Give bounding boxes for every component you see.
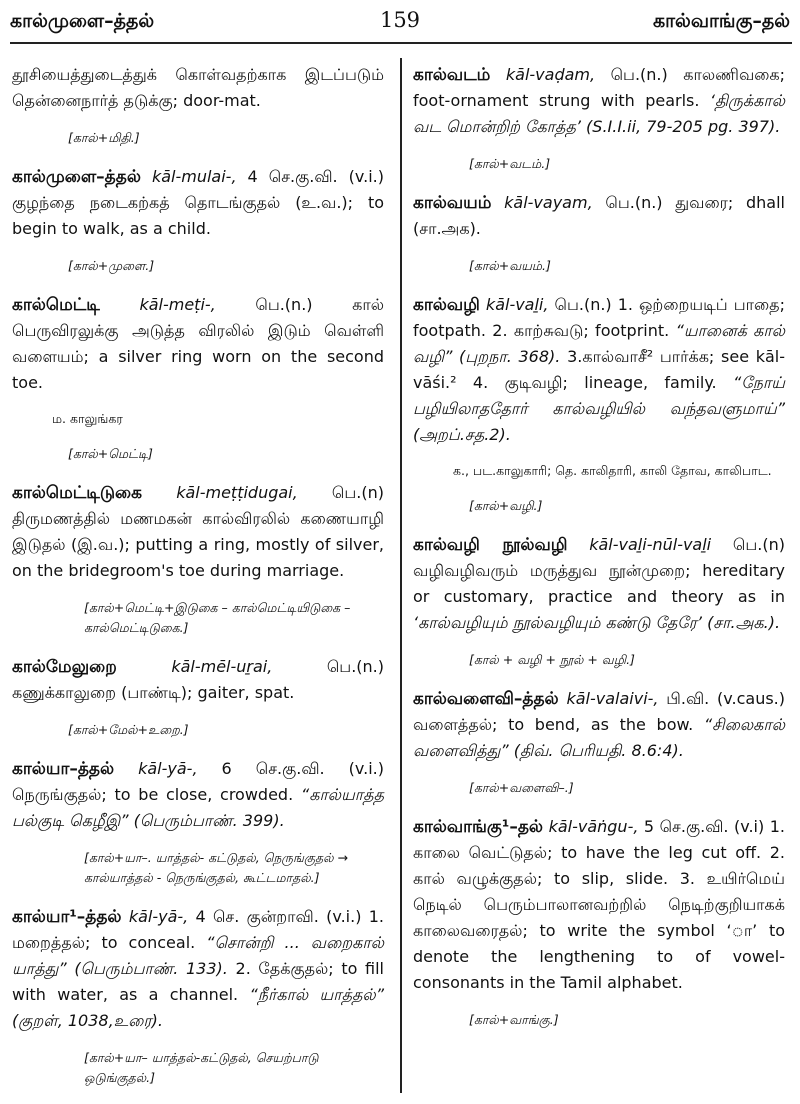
- entry-definition: வளைத்தல்; to bend, as the bow.: [413, 715, 694, 734]
- entry-definition: கணுக்காலுறை (பாண்டி); gaiter, spat.: [12, 683, 295, 702]
- header-left-guide-word: கால்முளை–த்தல்: [10, 10, 155, 32]
- etymology: [கால்+வயம்.]: [469, 258, 551, 273]
- quotation: “கால்யாத்த பல்குடி கெழீஇ” (பெரும்பாண். 399).: [12, 785, 385, 830]
- etymology: [கால்+மெட்டி]: [68, 446, 153, 461]
- right-column: [413, 62, 785, 1046]
- transliteration: kāl-meṭṭidugai,: [176, 483, 298, 502]
- headword: கால்மெட்டிடுகை: [12, 483, 142, 503]
- transliteration: kāl-mulai-,: [151, 167, 237, 186]
- etymology: [கால்+முளை.]: [68, 258, 155, 273]
- page-header: [0, 0, 800, 44]
- entry-kal-ya-1: [12, 904, 384, 1034]
- entry-kal-mettidugai: [12, 480, 384, 584]
- quotation: ‘கால்வழியும் நூல்வழியும் கண்டு தேரே’ (சா.அக.).: [413, 613, 781, 632]
- entry-continuation: [12, 62, 384, 114]
- etymology: [கால்+வாங்கு.]: [469, 1012, 559, 1027]
- entry-definition: குழந்தை நடைகற்கத் தொடங்குதல் (உ.வ.); to begin to walk, as a child.: [12, 193, 384, 238]
- quotation: ‘திருக்கால் வட மொன்றிற் கோத்த’ (S.I.I.ii, 79-205 pg. 397).: [413, 91, 785, 136]
- quotation: “சொன்றி ... வறைகால் யாத்து” (பெரும்பாண். 133).: [12, 933, 385, 978]
- entry-kal-vazhi-nul-vazhi: [413, 532, 785, 636]
- transliteration: kāl-vāṅgu-,: [548, 817, 639, 836]
- entry-kal-valaivi: [413, 686, 785, 764]
- headword: கால்யா–த்தல்: [12, 759, 115, 779]
- entry-definition: தூசியைத்துடைத்துக் கொள்வதற்காக இடப்படும் தென்னைநார்த் தடுக்கு; door-mat.: [12, 65, 384, 110]
- headword: கால்வழி நூல்வழி: [413, 535, 568, 555]
- headword: கால்வடம்: [413, 65, 491, 85]
- headword: கால்வளைவி–த்தல்: [413, 689, 559, 709]
- entry-kal-vazhi: [413, 292, 785, 448]
- part-of-speech: 4 செ. குன்றாவி. (v.i.): [195, 907, 362, 926]
- headword: கால்மெட்டி: [12, 295, 100, 315]
- entry-definition: 1. ஒற்றையடிப் பாதை; footpath. 2. காற்சுவடு; footprint.: [413, 295, 785, 340]
- entry-kal-mulai: [12, 164, 384, 242]
- quotation: “நீர்கால் யாத்தல்” (குறள், 1038,உரை).: [12, 985, 384, 1030]
- entry-definition: திருமணத்தில் மணமகன் கால்விரலில் கணையாழி இடுதல் (இ.வ.); putting a ring, mostly of silver, on the bridegroom's toe during marriage.: [12, 509, 384, 580]
- etymology: [கால்+மிதி.]: [68, 130, 140, 145]
- transliteration: kāl-yā-,: [138, 759, 198, 778]
- entry-kal-ya: [12, 756, 384, 834]
- part-of-speech: பெ.(n): [331, 483, 384, 502]
- part-of-speech: பி.வி. (v.caus.): [666, 689, 786, 708]
- part-of-speech: 4 செ.கு.வி. (v.i.): [247, 167, 384, 186]
- part-of-speech: பெ.(n.): [255, 295, 313, 314]
- etymology: [கால் + வழி + நூல் + வழி.]: [469, 652, 635, 667]
- transliteration: kāl-vayam,: [504, 193, 593, 212]
- transliteration: kāl-vaḻi-nūl-vaḻi: [589, 535, 712, 554]
- entry-kal-vangu: [413, 814, 785, 996]
- entry-definition: 3.கால்வாசீ² பார்க்க; see kāl-vāśi.² 4. குடிவழி; lineage, family.: [413, 347, 786, 392]
- column-divider: [400, 58, 402, 1093]
- headword: கால்வழி: [413, 295, 480, 315]
- page-number: 159: [379, 8, 421, 32]
- headword: கால்வயம்: [413, 193, 492, 213]
- quotation: “யானைக் கால் வழி” (புறநா. 368).: [413, 321, 786, 366]
- transliteration: kāl-vaḍam,: [505, 65, 596, 84]
- part-of-speech: பெ.(n.): [610, 65, 668, 84]
- part-of-speech: 5 செ.கு.வி. (v.i): [643, 817, 765, 836]
- header-rule: [10, 42, 792, 44]
- part-of-speech: 6 செ.கு.வி. (v.i.): [221, 759, 384, 778]
- part-of-speech: பெ.(n): [732, 535, 785, 554]
- transliteration: kāl-meṭi-,: [139, 295, 216, 314]
- left-column: [12, 62, 384, 1104]
- headword: கால்யா¹–த்தல்: [12, 907, 122, 927]
- etymology: [கால்+மெட்டி+இடுகை – கால்மெட்டியிடுகை – கால்மெட்டிடுகை.]: [84, 600, 351, 635]
- entry-definition: 1. மறைத்தல்; to conceal.: [12, 907, 384, 952]
- entry-definition: கால் பெருவிரலுக்கு அடுத்த விரலில் இடும் வெள்ளி வளையம்; a silver ring worn on the second toe.: [12, 295, 384, 392]
- header-right-guide-word: கால்வாங்கு–தல்: [652, 10, 790, 32]
- entry-definition: 1. காலை வெட்டுதல்; to have the leg cut off. 2. கால் வழுக்குதல்; to slip, slide. 3. உயிர்மெய் நெடில் பெரும்பாலானவற்றில் நெடிற்குறியாகக் காலைவரைதல்; to write the symbol ‘ா’ to denote the lengthening to of vowel-consonants in the Tamil alphabet.: [413, 817, 785, 992]
- transliteration: kāl-yā-,: [128, 907, 189, 926]
- entry-definition: காலணிவகை; foot-ornament strung with pearls.: [413, 65, 786, 110]
- etymology: [கால்+யா– யாத்தல்-கட்டுதல், செயற்பாடு ஒடுங்குதல்.]: [84, 1050, 319, 1085]
- entry-definition: 2. தேக்குதல்; to fill with water, as a channel.: [12, 959, 385, 1004]
- entry-kal-vayam: [413, 190, 785, 242]
- quotation: “சிலைகால் வளைவித்து” (திவ். பெரியதி. 8.6:4).: [413, 715, 786, 760]
- headword: கால்வாங்கு¹–தல்: [413, 817, 544, 837]
- etymology: [கால்+யா–. யாத்தல்- கட்டுதல், நெருங்குதல் → கால்யாத்தல் - நெருங்குதல், கூட்டமாதல்.]: [84, 850, 348, 885]
- entry-definition: வழிவழிவரும் மருத்துவ நூன்முறை; hereditary or customary, practice and theory as in: [413, 561, 785, 606]
- part-of-speech: பெ.(n.): [326, 657, 384, 676]
- part-of-speech: பெ.(n.): [605, 193, 663, 212]
- etymology: [கால்+மேல்+உறை.]: [68, 722, 189, 737]
- etymology: [கால்+வழி.]: [469, 498, 543, 513]
- entry-kal-metti: [12, 292, 384, 396]
- quotation: “நோய் பழியிலாததோர் கால்வழியில் வந்தவளுமாய்” (அறப்.சத.2).: [413, 373, 785, 444]
- entry-definition: துவரை; dhall (சா.அக).: [413, 193, 785, 238]
- etymology: [கால்+வடம்.]: [469, 156, 551, 171]
- transliteration: kāl-valaivi-,: [566, 689, 659, 708]
- entry-definition: நெருங்குதல்; to be close, crowded.: [12, 785, 294, 804]
- part-of-speech: பெ.(n.): [554, 295, 612, 314]
- transliteration: kāl-mēl-uṟai,: [171, 657, 273, 676]
- transliteration: kāl-vaḻi,: [485, 295, 549, 314]
- cognates: ம. காலுங்கர: [52, 411, 123, 426]
- cognates: க., பட.காலுகாரி; தெ. காலிதாரி, காலி தோவ, காலிபாட.: [453, 463, 772, 478]
- entry-kal-vadam: [413, 62, 785, 140]
- headword: கால்முளை–த்தல்: [12, 167, 141, 187]
- etymology: [கால்+வளைவி–.]: [469, 780, 574, 795]
- headword: கால்மேலுறை: [12, 657, 117, 677]
- entry-kal-mel-urai: [12, 654, 384, 706]
